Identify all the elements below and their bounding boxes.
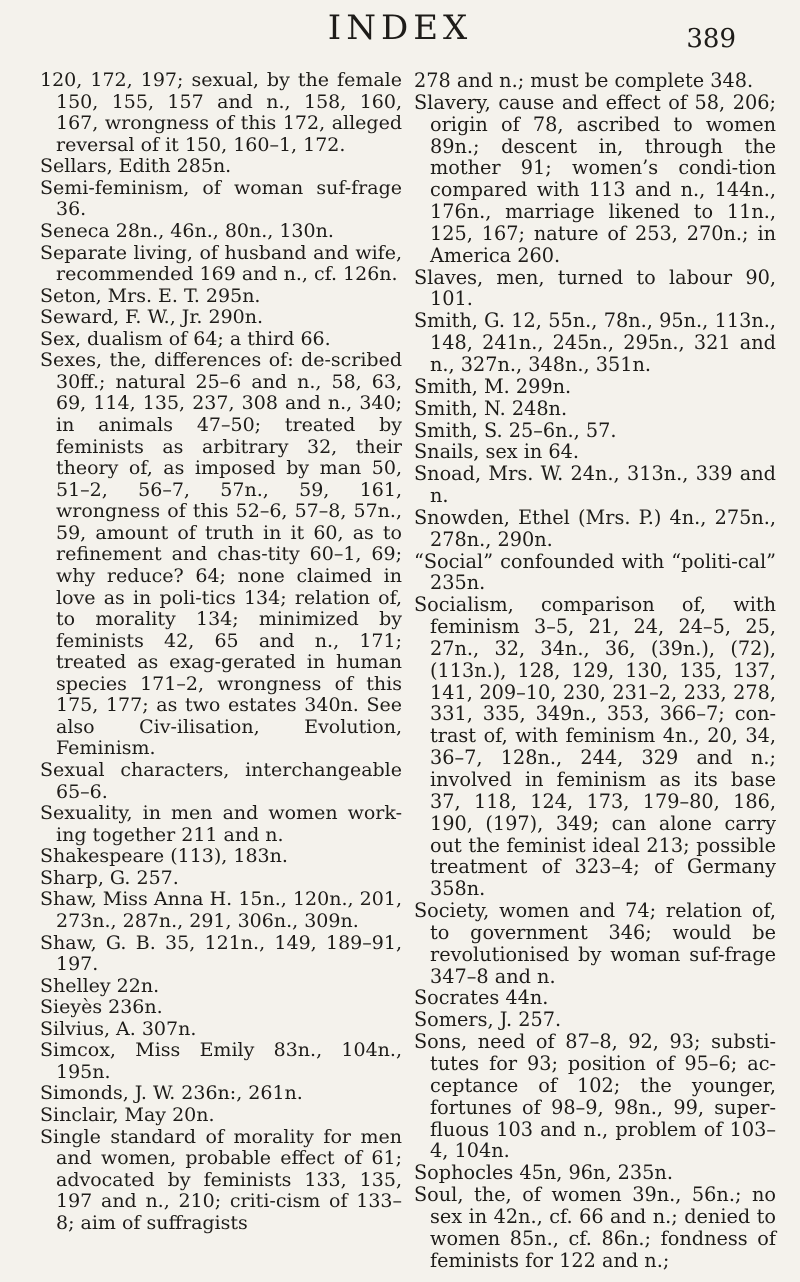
index-entry: Slavery, cause and effect of 58, 206; origin of 78, ascribed to women 89n.; descent in, through the mother 91; women’s condi-tion compared with 113 and n., 144n., 176n., marriage likened to 11n., 125, 167; nature of 253, 270n.; in America 260. — [414, 90, 776, 267]
index-entry: Snoad, Mrs. W. 24n., 313n., 339 and n. — [414, 462, 776, 508]
index-entry: Sophocles 45n, 96n, 235n. — [414, 1161, 673, 1185]
index-entry: Seton, Mrs. E. T. 295n. — [40, 284, 261, 307]
index-entry: Sons, need of 87–8, 92, 93; substi-tutes for 93; position of 95–6; ac-ceptance of 102; the younger, fortunes of 98–9, 98n., 99, super-fluous 103 and n., problem of 103–4, 104n. — [414, 1030, 776, 1163]
index-entry: “Social” confounded with “politi-cal” 235n. — [414, 549, 776, 595]
index-entry: Shaw, Miss Anna H. 15n., 120n., 201, 273n., 287n., 291, 306n., 309n. — [40, 888, 402, 932]
index-entry: Snails, sex in 64. — [414, 440, 580, 464]
index-entry: Socialism, comparison of, with feminism 3–5, 21, 24, 24–5, 25, 27n., 32, 34n., 36, (39n.), (72), (113n.), 128, 129, 130, 135, 137, 141, 209–10, 230, 231–2, 233, 278, 331, 335, 349n., 353, 366–7; con-trast of, with feminism 4n., 20, 34, 36–7, 128n., 244, 329 and n.; involved in feminism as its base 37, 118, 124, 173, 179–80, 186, 190, (197), 349; can alone carry out the feminist ideal 213; possible treatment of 323–4; of Germany 358n. — [414, 593, 776, 901]
index-entry: Smith, S. 25–6n., 57. — [414, 418, 617, 442]
index-entry: Shelley 22n. — [40, 974, 160, 997]
index-entry: Sieyès 236n. — [40, 996, 163, 1019]
index-entry: Shakespeare (113), 183n. — [40, 845, 288, 868]
page-number: 389 — [686, 24, 736, 54]
index-entry: Semi-feminism, of woman suf-frage 36. — [40, 176, 402, 221]
index-entry: Sinclair, May 20n. — [40, 1104, 215, 1126]
page-header — [0, 6, 800, 66]
index-entry: Smith, G. 12, 55n., 78n., 95n., 113n., 148, 241n., 245n., 295n., 321 and n., 327n., 348n., 351n. — [414, 309, 776, 376]
right-column — [414, 70, 776, 1271]
index-entry: 278 and n.; must be complete 348. — [414, 69, 754, 92]
left-column — [40, 70, 402, 1234]
index-entry: Society, women and 74; relation of, to government 346; would be revolutionised by woman suf-frage 347–8 and n. — [414, 899, 776, 988]
index-entry: Sexual characters, interchangeable 65–6. — [40, 759, 402, 803]
index-entry: Socrates 44n. — [414, 986, 549, 1010]
index-entry: Sexes, the, differences of: de-scribed 30ff.; natural 25–6 and n., 58, 63, 69, 114, 135, 237, 308 and n., 340; in animals 47–50; treated by feminists as arbitrary 32, their theory of, as imposed by man 50, 51–2, 56–7, 57n., 59, 161, wrongness of this 52–6, 57–8, 57n., 59, amount of truth in it 60, as to refinement and chas-tity 60–1, 69; why reduce? 64; none claimed in love as in poli-tics 134; relation of, to morality 134; minimized by feminists 42, 65 and n., 171; treated as exag-gerated in human species 171–2, wrongness of this 175, 177; as two estates 340n. See also Civ-ilisation, Evolution, Feminism. — [40, 349, 402, 760]
index-entry: Single standard of morality for men and women, probable effect of 61; advocated by feminists 133, 135, 197 and n., 210; criti-cism of 133–8; aim of suffragists — [40, 1125, 402, 1234]
index-entry: Smith, M. 299n. — [414, 374, 572, 398]
index-entry: Soul, the, of women 39n., 56n.; no sex in 42n., cf. 66 and n.; denied to women 85n., cf. 86n.; fondness of feminists for 122 and n.; — [414, 1183, 776, 1272]
index-entry: Sharp, G. 257. — [40, 866, 179, 889]
index-entry: Somers, J. 257. — [414, 1008, 562, 1032]
index-entry: Seneca 28n., 46n., 80n., 130n. — [40, 219, 334, 242]
index-entry: Sexuality, in men and women work-ing together 211 and n. — [40, 802, 402, 846]
index-entry: Slaves, men, turned to labour 90, 101. — [414, 265, 776, 311]
page-title: INDEX — [327, 8, 473, 48]
index-entry: Simonds, J. W. 236n:, 261n. — [40, 1082, 303, 1105]
index-entry: Smith, N. 248n. — [414, 396, 568, 420]
index-entry: 120, 172, 197; sexual, by the female 150, 155, 157 and n., 158, 160, 167, wrongness of this 172, alleged reversal of it 150, 160–1, 172. — [40, 69, 402, 156]
index-entry: Simcox, Miss Emily 83n., 104n., 195n. — [40, 1039, 402, 1083]
index-entry: Sex, dualism of 64; a third 66. — [40, 327, 331, 350]
index-entry: Silvius, A. 307n. — [40, 1017, 197, 1040]
index-entry: Seward, F. W., Jr. 290n. — [40, 306, 264, 329]
index-entry: Snowden, Ethel (Mrs. P.) 4n., 275n., 278n., 290n. — [414, 505, 776, 551]
index-entry: Shaw, G. B. 35, 121n., 149, 189–91, 197. — [40, 931, 402, 976]
index-entry: Sellars, Edith 285n. — [40, 155, 232, 178]
index-entry: Separate living, of husband and wife, recommended 169 and n., cf. 126n. — [40, 241, 402, 286]
